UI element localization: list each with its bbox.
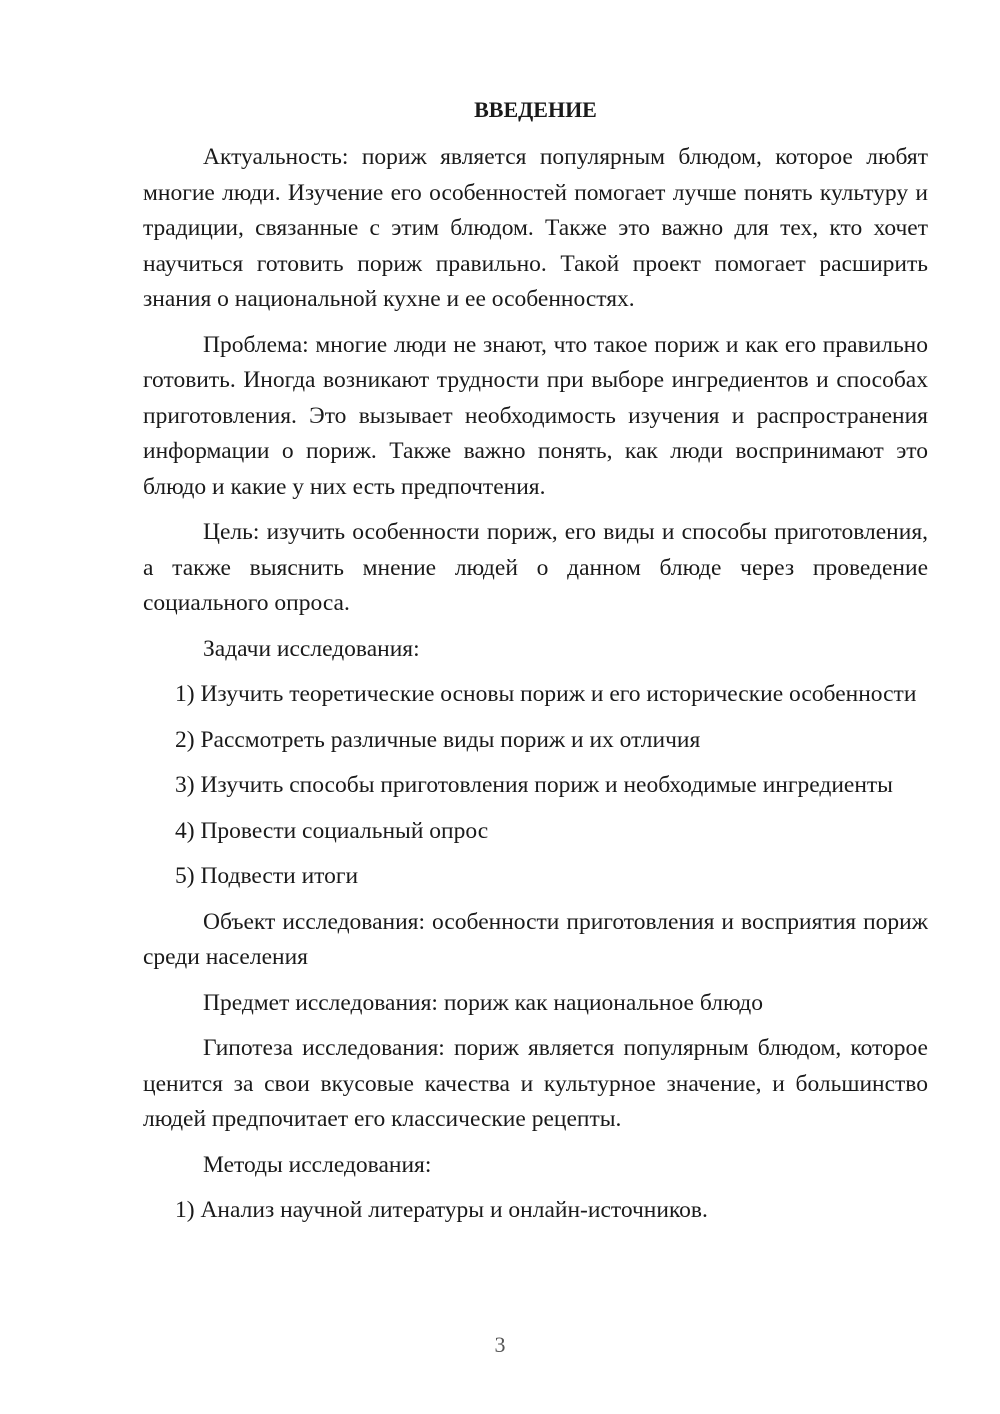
subject-paragraph: Предмет исследования: пориж как национальное блюдо	[203, 989, 764, 1016]
object-paragraph: Объект исследования: особенности приготовления и восприятия пориж среди населения	[143, 908, 928, 970]
task-item-2: 2) Рассмотреть различные виды пориж и их отличия	[175, 726, 701, 753]
goal-paragraph: Цель: изучить особенности пориж, его виды и способы приготовления, а также выяснить мнение людей о данном блюде через проведение социального опроса.	[143, 519, 928, 616]
section-title: ВВЕДЕНИЕ	[474, 97, 597, 122]
method-item-1: 1) Анализ научной литературы и онлайн-источников.	[175, 1197, 708, 1223]
tasks-heading: Задачи исследования:	[203, 635, 420, 662]
document-page	[143, 92, 928, 1239]
relevance-paragraph: Актуальность: пориж является популярным блюдом, которое любят многие люди. Изучение его особенностей помогает лучше понять культуру и традиции, связанные с этим блюдом. Также это важно для тех, кто хочет научиться готовить пориж правильно. Такой проект помогает расширить знания о национальной кухне и ее особенностях.	[143, 144, 928, 312]
hypothesis-paragraph: Гипотеза исследования: пориж является популярным блюдом, которое ценится за свои вкусовые качества и культурное значение, и большинство людей предпочитает его классические рецепты.	[143, 1035, 928, 1132]
task-item-4: 4) Провести социальный опрос	[175, 817, 489, 844]
task-item-3: 3) Изучить способы приготовления пориж и необходимые ингредиенты	[175, 772, 893, 798]
problem-paragraph: Проблема: многие люди не знают, что такое пориж и как его правильно готовить. Иногда возникают трудности при выборе ингредиентов и способах приготовления. Это вызывает необходимость изучения и распространения информации о пориж. Также важно понять, как люди воспринимают это блюдо и какие у них есть предпочтения.	[143, 331, 928, 500]
methods-heading: Методы исследования:	[203, 1151, 432, 1178]
task-item-5: 5) Подвести итоги	[175, 863, 359, 889]
task-item-1: 1) Изучить теоретические основы пориж и его исторические особенности	[175, 681, 917, 707]
page-number: 3	[494, 1332, 506, 1357]
